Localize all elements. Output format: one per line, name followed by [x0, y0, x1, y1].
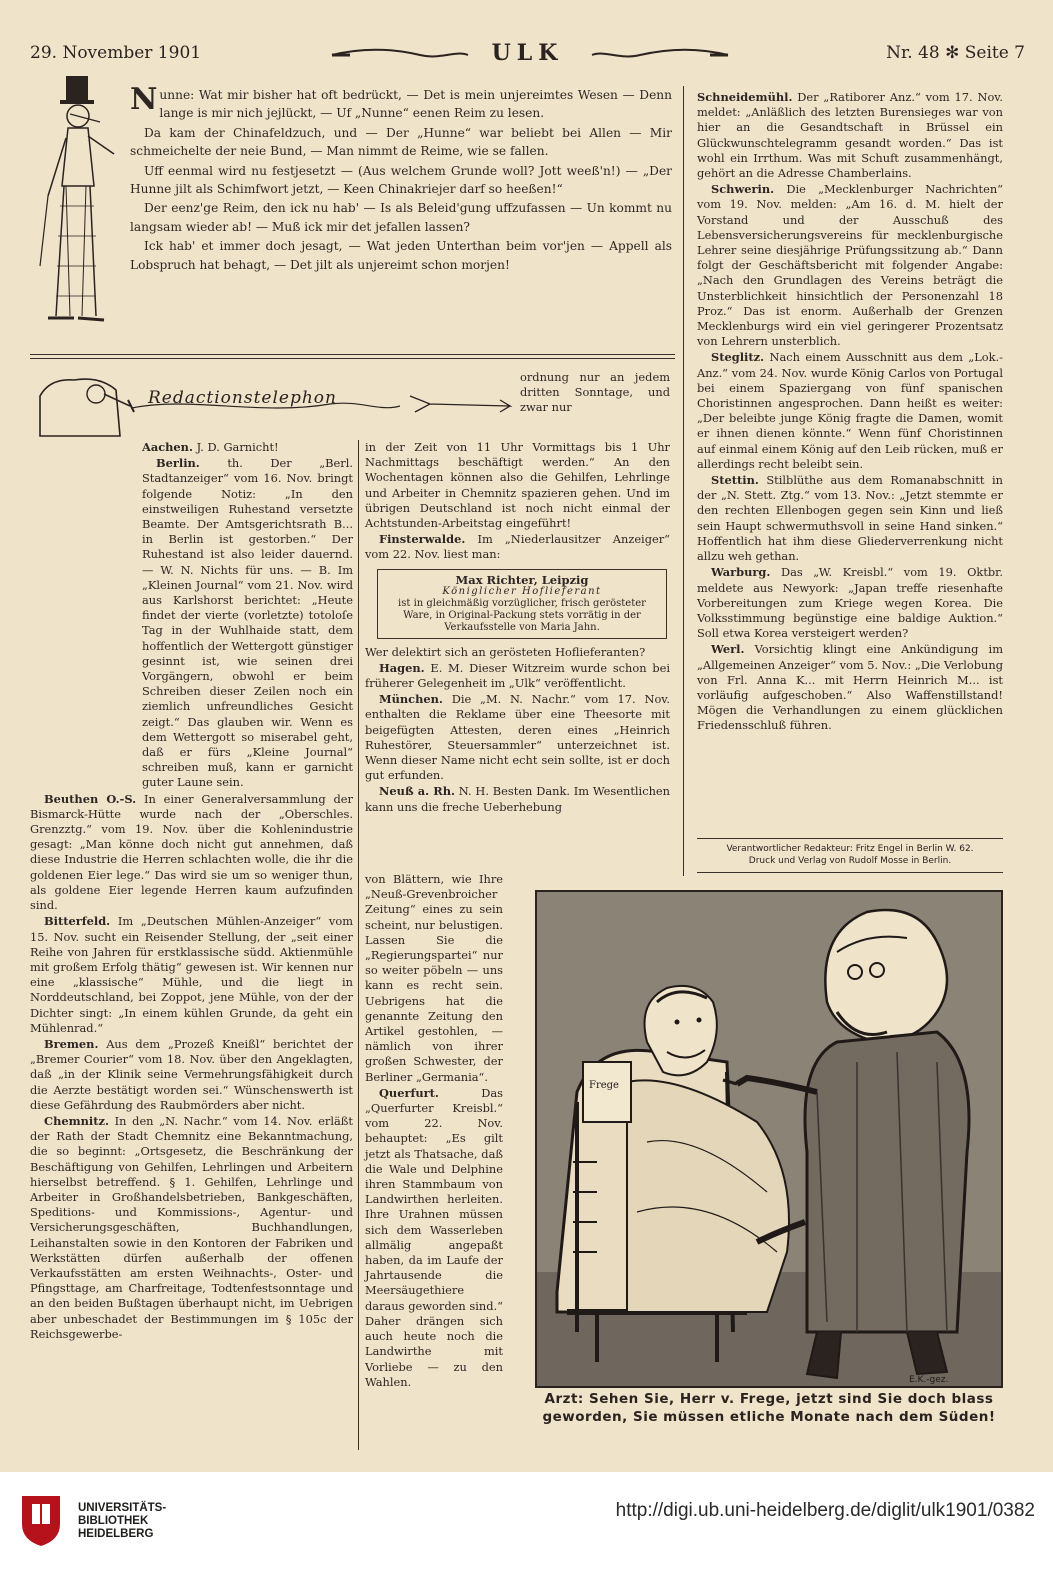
masthead-ornament-right [590, 46, 730, 64]
hoflieferant-advertisement [377, 569, 667, 639]
poem-line: Ick hab' et immer doch jesagt, — Wat jeden Unterthan beim vor'jen — Appell als Lobspruch hat behagt, — Det jilt als unjereimt schon morjen! [130, 239, 672, 272]
institution-line: BIBLIOTHEK [78, 1515, 149, 1527]
entry-place: Chemnitz. [44, 1113, 109, 1128]
entry-text: in der Zeit von 11 Uhr Vormittags bis 1 Uhr Nachmittags beschäftigt werden.“ An den Wochentagen können also die Gehilfen, Lehrlinge und Arbeiter in Chemnitz spazieren gehen. Und im übrigen Deutschland ist noch nicht einmal der Achtstunden-Arbeitstag eingeführt! [365, 440, 670, 531]
entry-text: E. M. Dieser Witzreim wurde schon bei früherer Gelegenheit im „Ulk“ veröffentlicht. [365, 660, 670, 691]
ad-body: ist in gleichmäßig vorzüglicher, frisch gerösteter Ware, in Original-Packung stets vorrätig in der Verkaufsstelle von Maria Jahn. [398, 597, 646, 633]
cartoon-caption: Arzt: Sehen Sie, Herr v. Frege, jetzt sind Sie doch blass geworden, Sie müssen etliche Monate nach dem Süden! [542, 1391, 996, 1425]
issue-and-page: Nr. 48 ✻ Seite 7 [886, 43, 1025, 63]
redaction-telephone-heading [30, 366, 530, 442]
imprint-editor: Verantwortlicher Redakteur: Fritz Engel in Berlin W. 62. [726, 844, 974, 854]
entry [365, 1086, 503, 1390]
entry-text: Im „Deutschen Mühlen-Anzeiger“ vom 15. Nov. sucht ein Reisender Stellung, der „seit einer Reihe von Jahren für erstklassische südd. Aktienmühle mit großem Erfolg thätig“ gewesen ist. Wir kennen nur eine „klassische“ Mühle, und die liegt in Norddeutschland, bei Zoppot, jene Mühle, von der der Dichter singt: „In einem kühlen Grunde, da geht ein Mühlenrad.“ [30, 914, 353, 1035]
entry-place: Steglitz. [711, 350, 765, 365]
masthead-title: ULK [491, 40, 564, 66]
column-2-narrow [365, 872, 503, 1391]
entry-text: Das „W. Kreisbl.“ vom 19. Oktbr. meldete aus Newyork: „Japan treffe riesenhafte Vorbereitungen zum Kriege wegen Korea. Die Volksstimmung begünstige eine baldige Auktion.“ Soll etwa Korea versteigert werden? [697, 565, 1003, 641]
issue-date: 29. November 1901 [30, 43, 202, 63]
imprint [697, 843, 1003, 867]
entry [697, 90, 1003, 181]
column-1 [30, 440, 353, 1343]
entry-text: Aus dem „Prozeß Kneißl“ berichtet der „Bremer Courier“ vom 18. Nov. über den Angeklagten, daß „in der Klinik seine Vermehrungsfähigkeit durch die Aerzte bestätigt worden sei.“ Wünschenswerth ist diese Gefährdung des Raubmörders aber nicht. [30, 1036, 353, 1112]
section-rule [30, 358, 675, 359]
entry-text: Im „Niederlausitzer Anzeiger“ vom 22. Nov. liest man: [365, 532, 671, 562]
entry-place: Neuß a. Rh. [379, 784, 455, 799]
poem-dropcap: N [130, 82, 158, 117]
entry-place: Aachen. [142, 440, 193, 454]
entry-text: J. D. Garnicht! [196, 440, 279, 454]
telephone-intro-text: ordnung nur an jedem dritten Sonntage, und zwar nur [520, 370, 670, 415]
institution-line: HEIDELBERG [78, 1528, 154, 1540]
entry [30, 1114, 353, 1342]
masthead-ornament-left [330, 46, 470, 64]
entry-place: Beuthen O.-S. [44, 791, 137, 806]
imprint-rule [697, 838, 1003, 839]
entry [697, 182, 1003, 349]
entry [365, 440, 670, 531]
entry-place: Stettin. [711, 473, 759, 488]
entry [365, 645, 670, 660]
entry-text: Der „Ratiborer Anz.“ vom 17. Nov. meldet: „Anläßlich des letzten Burensieges war von hier an die Gesandtschaft in Brüssel ein Glückwunschtelegramm gesandt worden.“ Das ist wohl ein Irrthum. Was mit Schuft zusammenhängt, gehört an die Adresse Chamberlains. [697, 90, 1004, 181]
entry [30, 792, 353, 914]
entry-place: Querfurt. [379, 1085, 439, 1100]
entry-place: Bitterfeld. [44, 914, 111, 929]
poem-line: unne: Wat mir bisher hat oft bedrückt, — Det is mein unjereimtes Wesen — Denn lange is mir nich jejlückt, — Uf „Nunne“ eenen Reim zu lesen. [159, 88, 672, 121]
entry-text: N. H. Besten Dank. Im Wesentlichen kann uns die freche Ueberhebung [365, 784, 670, 814]
poem-line: Da kam der Chinafeldzuch, und — Der „Hunne“ war beliebt bei Allen — Mir schmeichelte der neie Bund, — Man nimmt de Reime, wie se fallen. [130, 125, 672, 159]
entry-text: In den „N. Nachr.“ vom 14. Nov. erläßt der Rath der Stadt Chemnitz eine Bekanntmachung, die so beginnt: „Ortsgesetz, die Beschränkung der Beschäftigung von Gehilfen, Lehrlingen und Arbeitern hierselbst betreffend. § 1. Gehilfen, Lehrlinge und Arbeiter in Großhandelsbetrieben, Bankgeschäften, Speditions- und Kommissions-, Agentur- und Versicherungsgeschäften, Buchhandlungen, Leihanstalten sowie in den Kontoren der Fabriken und Werkstätten dürfen außerhalb der offenen Verkaufsstätten am ersten Weihnachts-, Oster- und Pfingsttage, am Charfreitage, Todtenfestsonntage und an den beiden Bußtagen überhaupt nicht, im Uebrigen aber unbeschadet der Bestimmungen im § 105c der Reichsgewerbe- [30, 1113, 353, 1341]
entry-text: Die „Mecklenburger Nachrichten“ vom 19. Nov. melden: „Am 16. d. M. hielt der Vorstand und der Ausschuß des Lebensversicherungsvereins für mecklenburgische Lehrer seine diesjährige Prüfungssitzung ab.“ Dann folgt der Geschäftsbericht mit folgender Angabe: „Nach den Grundlagen des Vereins beträgt die Unsterblichkeit hinsichtlich der Personenzahl 18 Proz.“ Das ist enorm. Außerhalb der Grenzen Mecklenburgs wird ein viel geringerer Prozentsatz von Lehrern unsterblich. [697, 182, 1003, 349]
cartoon-signature: E.K.-gez. [909, 1375, 949, 1385]
cartoon-illustration [535, 890, 1003, 1388]
column-divider [358, 440, 359, 1450]
entry-text: Stilblüthe aus dem Romanabschnitt in der „N. Stett. Ztg.“ vom 13. Nov.: „Jetzt stemmte er den rechten Ellenbogen gegen sein Kinn und ließ sein Haupt schwermuthsvoll in seine Hand sinken.“ Hoffentlich hat ihm diese Gliederverrenkung nicht allzu weh gethan. [697, 473, 1003, 564]
page-header [30, 40, 1025, 70]
entry-place: Bremen. [44, 1036, 99, 1051]
imprint-publisher: Druck und Verlag von Rudolf Mosse in Berlin. [748, 856, 952, 866]
entry [697, 565, 1003, 641]
entry-text: th. Der „Berl. Stadtanzeiger“ vom 16. Nov. bringt folgende Notiz: „In den einstweiligen Ruhestand versetzte Beamte. Der Amtsgerichtsrath B... in Berlin ist gestorben.“ Der Ruhestand ist also leider dauernd. — W. N. Nichts für uns. — B. Im „Kleinen Journal“ vom 21. Nov. wird aus Karlshorst berichtet: „Heute findet der vierte (vorletzte) totoloſe Tag in der Wuhlhaide statt, dem hoffentlich der Wettergott günstiger gesinnt ist, wie seinen drei Vorgängern, obwohl er beim Schreiben dieser Zeilen noch ein ziemlich unfreundliches Gesicht zeigt.“ Das glauben wir. Wenn es dem Wettergott so miserabel geht, daß er fürs „Kleine Journal“ schreiben muß, kann er garnicht guter Laune sein. [142, 456, 353, 790]
section-rule [30, 354, 675, 355]
dandy-figure-illustration [30, 76, 128, 346]
ad-company: Max Richter, Leipzig [455, 572, 589, 587]
entry-text: Das „Querfurter Kreisbl.“ vom 22. Nov. behauptet: „Es gilt jetzt als Thatsache, daß die Wale und Delphine ihren Stammbaum von Landwirthen herleiten. Ihre Urahnen müssen sich dem Wasserleben allmälig angepaßt haben, da im Laufe der Jahrtausende die Meersäugethiere daraus geworden sind.“ Daher drängen sich auch heute noch die Landwirthe mit Vorliebe — zu den Wahlen. [365, 1085, 503, 1389]
entry [697, 473, 1003, 564]
entry [365, 784, 670, 814]
entry [697, 642, 1003, 733]
source-url-link[interactable]: http://digi.ub.uni-heidelberg.de/diglit/ulk1901/0382 [615, 1500, 1035, 1521]
entry [697, 350, 1003, 472]
entry [365, 872, 503, 1085]
entry-place: München. [379, 692, 443, 707]
telephone-heading-text: Redactionstelephon [148, 388, 337, 408]
column-2 [365, 440, 670, 816]
ad-title: Königlicher Hoflieferant [442, 585, 602, 597]
poem-line: Der eenz'ge Reim, den ick nu hab' — Is als Beleid'gung uffzufassen — Un kommt nu langsam wieder ab! — Muß ick mir det jefallen lassen? [130, 201, 672, 234]
entry [30, 456, 353, 790]
cartoon-book-label: Frege [589, 1080, 619, 1091]
cartoon-drawing [537, 892, 1003, 1388]
entry-text: Nach einem Ausschnitt aus dem „Lok.-Anz.“ vom 24. Nov. wurde König Carlos von Portugal bei einem Spaziergang von fünf spanischen Choristinnen angesprochen. Dann heißt es weiter: „Der beleibte junge König fragte die Damen, womit er ihnen dienen könnte.“ Wenn fünf Choristinnen auf einmal einem König auf den Leib rücken, muß er allerdings recht beleibt sein. [697, 350, 1003, 471]
entry [30, 440, 353, 455]
university-library-logo [18, 1494, 64, 1548]
entry-place: Hagen. [379, 660, 425, 675]
entry [365, 532, 670, 562]
entry [30, 914, 353, 1036]
entry-place: Warburg. [711, 565, 771, 580]
library-footer [0, 1472, 1053, 1572]
poem-nunne [30, 82, 675, 346]
column-3 [697, 90, 1003, 735]
institution-line: UNIVERSITÄTS- [78, 1502, 167, 1514]
entry [365, 692, 670, 783]
entry-text: In einer Generalversammlung der Bismarck-Hütte wurde nach der „Oberschles. Grenzztg.“ vom 19. Nov. über die Kohlenindustrie gesagt: „Man könne doch nicht gut annehmen, daß diese Industrie die Herren schlachten wolle, die ihr die goldenen Eier lege.“ Das wird sie um so weniger thun, als goldene Eier legende Herren kaum aufzufinden sind. [30, 791, 353, 913]
telephone-intro [520, 370, 670, 417]
entry-place: Werl. [711, 642, 745, 657]
poem-text [130, 82, 672, 275]
entry-text: Die „M. N. Nachr.“ vom 17. Nov. enthalten die Reklame über eine Theesorte mit beigefügten Attesten, deren eines „Heinrich Ruhestörer, Steuersammler“ unterzeichnet ist. Wenn dieser Name nicht echt sein sollte, ist er doch gut erfunden. [365, 692, 671, 783]
entry-place: Finsterwalde. [379, 532, 466, 547]
institution-name [78, 1502, 166, 1541]
entry-place: Schwerin. [711, 182, 775, 197]
entry-text: Wer delektirt sich an gerösteten Hoflieferanten? [365, 644, 646, 659]
entry-place: Schneidemühl. [697, 90, 793, 104]
column-divider [683, 86, 684, 876]
entry-place: Berlin. [156, 456, 200, 471]
poem-line: Uff eenmal wird nu festjesetzt — (Aus welchem Grunde woll? Jott weeß'n!) — „Der Hunne jilt als Schimfwort jetzt, — Keen Chinakriejer darf so heeßen!“ [130, 163, 672, 197]
entry [365, 661, 670, 691]
entry [30, 1037, 353, 1113]
entry-text: Vorsichtig klingt eine Ankündigung im „Allgemeinen Anzeiger“ vom 5. Nov.: „Die Verlobung von Frl. Anna K... mit Herrn Heinrich M... ist vorläufig aufgeschoben.“ Also Waffenstillstand! Mögen die Verhandlungen zu einem glücklichen Friedensschluß führen. [697, 642, 1003, 733]
imprint-rule [697, 872, 1003, 873]
entry-text: von Blättern, wie Ihre „Neuß-Grevenbroicher Zeitung“ eines zu sein scheint, nur belustigen. Lassen Sie die „Regierungspartei“ nur so weiter pöbeln — uns kann es recht sein. Uebrigens hat die genannte Zeitung den Artikel gestohlen, — nämlich von ihrer großen Schwester, der Berliner „Germania“. [365, 872, 503, 1084]
